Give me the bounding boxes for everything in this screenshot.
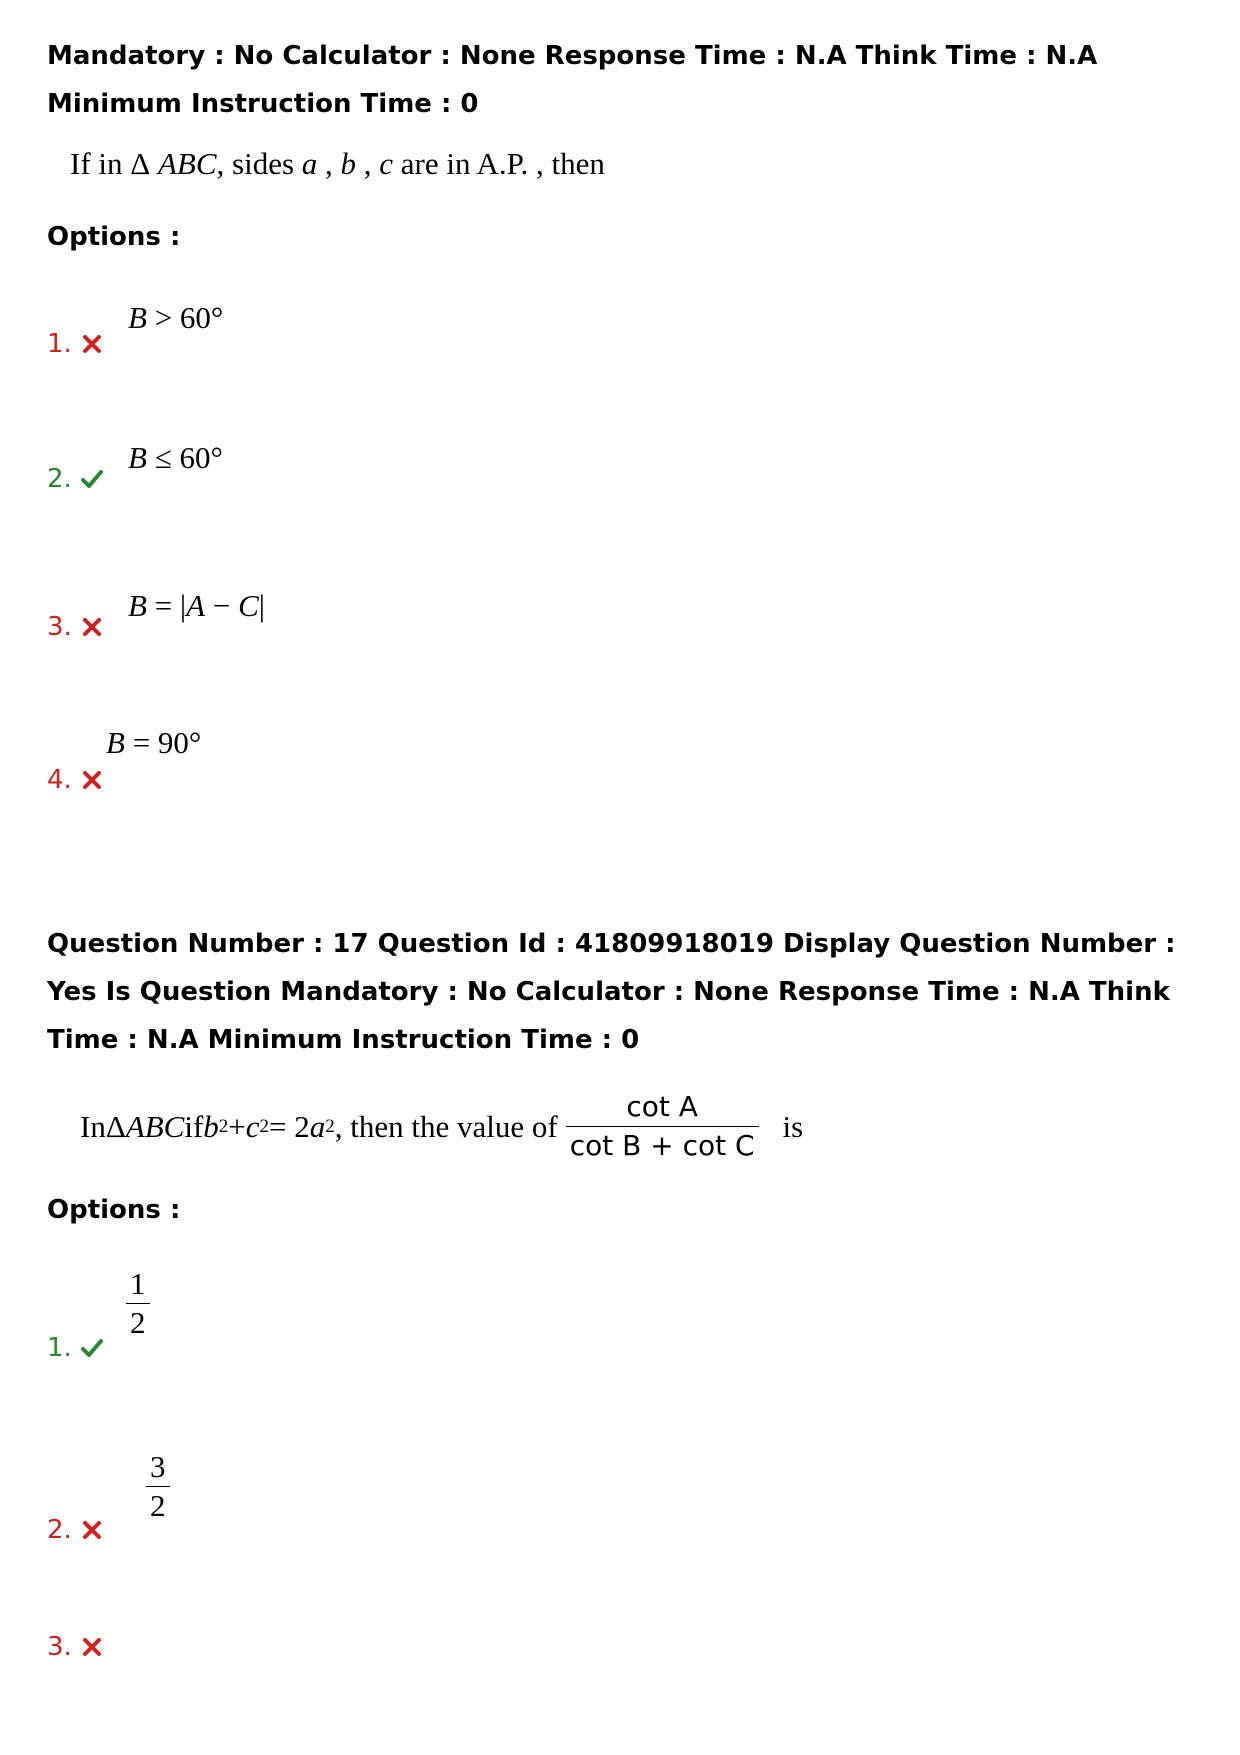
cross-icon xyxy=(80,768,104,792)
cross-icon xyxy=(80,1635,104,1659)
option-2[interactable]: 2. xyxy=(47,464,104,494)
check-icon xyxy=(80,1336,104,1360)
options-label: Options : xyxy=(47,222,181,252)
option-4-math: B = 90° xyxy=(106,725,202,760)
question-stem: If in Δ ABC, sides a , b , c are in A.P. , then xyxy=(70,146,605,181)
option-3-math: B = |A − C| xyxy=(128,588,265,623)
option-1-math: B > 60° xyxy=(128,300,224,335)
option-3[interactable]: 3. xyxy=(47,1632,104,1662)
option-2-math: B ≤ 60° xyxy=(128,440,223,475)
option-1-math xyxy=(126,1265,150,1342)
cross-icon xyxy=(80,332,104,356)
question-meta: Mandatory : No Calculator : None Response Time : N.A Think Time : N.A Minimum Instruction Time : 0 xyxy=(47,41,1098,119)
cross-icon xyxy=(80,615,104,639)
fraction: $\frac{3}{2}$ xyxy=(146,1448,170,1525)
option-1[interactable]: 1. xyxy=(47,329,104,359)
check-icon xyxy=(80,467,104,491)
question-meta: Question Number : 17 Question Id : 41809918019 Display Question Number : Yes Is Question Mandatory : No Calculator : None Response Time : N.A Think Time : N.A Minimum Instruction Time : 0 xyxy=(47,929,1176,1055)
option-4[interactable]: 4. xyxy=(47,765,104,795)
question-stem: In Δ ABC if b 2 + c 2 = 2 a 2 , then the value of $\frac{\text{cot A}}{\text{cot B + cot C}}$ is xyxy=(80,1088,803,1165)
option-2-math xyxy=(146,1448,170,1525)
option-3[interactable]: 3. xyxy=(47,612,104,642)
option-1[interactable]: 1. xyxy=(47,1333,104,1363)
option-2[interactable]: 2. xyxy=(47,1515,104,1545)
fraction: $\frac{1}{2}$ xyxy=(126,1265,150,1342)
fraction: $\frac{\text{cot A}}{\text{cot B + cot C}}$ xyxy=(566,1088,759,1165)
options-label: Options : xyxy=(47,1195,181,1225)
cross-icon xyxy=(80,1518,104,1542)
